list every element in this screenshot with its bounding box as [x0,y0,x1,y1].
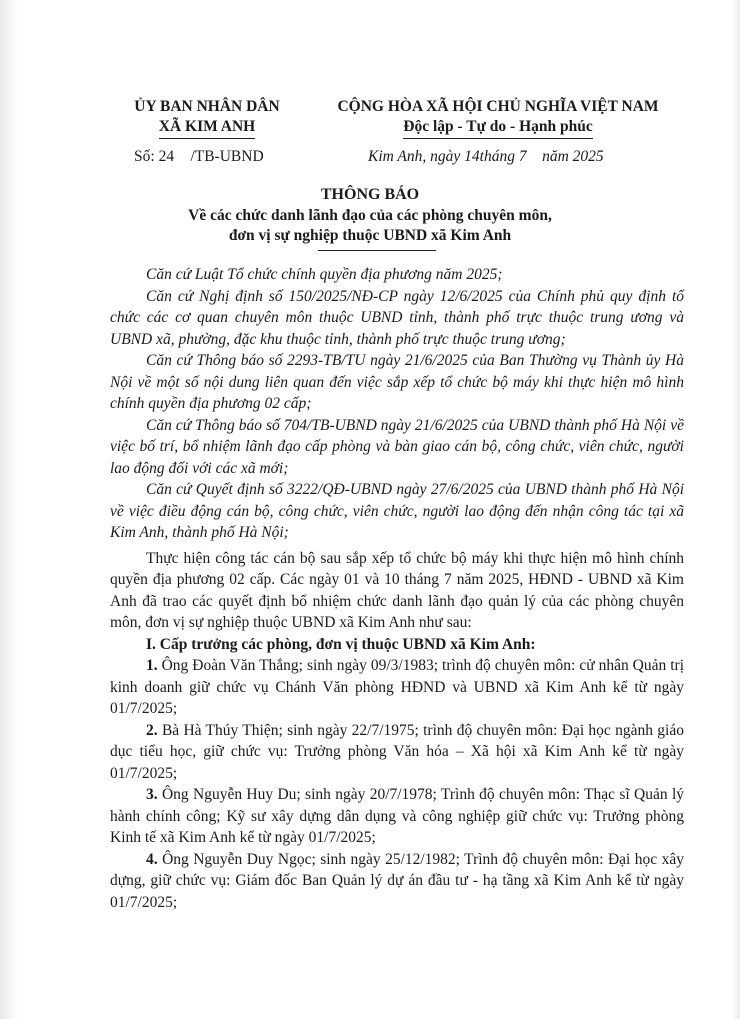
day-value: 14 [464,148,480,165]
document-number [134,148,264,166]
doc-title: THÔNG BÁO [320,186,420,203]
intro-paragraph: Thực hiện công tác cán bộ sau sắp xếp tổ chức bộ máy khi thực hiện mô hình chính quyền địa phương 02 cấp. Các ngày 01 và 10 tháng 7 năm 2025, HĐND - UBND xã Kim Anh đã trao các quyết định bổ nhiệm chức danh lãnh đạo quản lý của các phòng chuyên môn, đơn vị sự nghiệp thuộc UBND xã Kim Anh như sau: [110,549,684,631]
list-item [110,720,684,785]
list-item [110,655,684,720]
place-day-label: Kim Anh, ngày [368,148,461,165]
legal-basis-4: Căn cứ Thông báo số 704/TB-UBND ngày 21/6/2025 của UBND thành phố Hà Nội về việc bố trí, bổ nhiệm lãnh đạo cấp phòng và bàn giao cán bộ, công chức, viên chức, người lao động đối với các xã mới; [110,416,684,477]
item-number: 2. [146,721,158,739]
doc-subtitle-line-2: đơn vị sự nghiệp thuộc UBND xã Kim Anh [228,227,512,244]
title-underline [318,250,436,251]
list-item [110,849,684,914]
list-item [110,784,684,849]
legal-basis-1: Căn cứ Luật Tổ chức chính quyền địa phương năm 2025; [146,266,503,283]
issuing-authority [112,97,302,139]
month-value: 7 [518,148,527,165]
authority-line-1: ỦY BAN NHÂN DÂN [134,98,280,115]
legal-basis-3: Căn cứ Thông báo số 2293-TB/TU ngày 21/6/2025 của Ban Thường vụ Thành ủy Hà Nội về một số nội dung liên quan đến việc sắp xếp tổ chức bộ máy khi thực hiện mô hình chính quyền địa phương 02 cấp; [110,352,684,412]
page-shadow-right [732,0,740,1019]
year-label: năm 2025 [542,148,604,165]
page-shadow-left [0,0,18,1019]
doc-number-value: 24 [158,148,175,165]
item-text: Ông Nguyễn Duy Ngọc; sinh ngày 25/12/1982; Trình độ chuyên môn: Đại học xây dựng, giữ chức vụ: Giám đốc Ban Quản lý dự án đầu tư - hạ tầng xã Kim Anh kể từ ngày 01/7/2025; [110,850,684,911]
item-text: Ông Đoàn Văn Thắng; sinh ngày 09/3/1983; trình độ chuyên môn: cử nhân Quản trị kinh doanh giữ chức vụ Chánh Văn phòng HĐND và UBND xã Kim Anh kể từ ngày 01/7/2025; [110,657,684,717]
item-text: Bà Hà Thúy Thiện; sinh ngày 22/7/1975; trình độ chuyên môn: Đại học ngành giáo dục tiểu học, giữ chức vụ: Trưởng phòng Văn hóa – Xã hội xã Kim Anh kể từ ngày 01/7/2025; [110,721,684,782]
doc-number-suffix: /TB-UBND [190,148,264,165]
item-number: 1. [146,657,158,674]
authority-line-2: XÃ KIM ANH [159,117,255,139]
motto: Độc lập - Tự do - Hạnh phúc [403,117,592,139]
place-date-line [368,148,604,166]
month-label: tháng [479,148,515,165]
legal-basis-5: Căn cứ Quyết định số 3222/QĐ-UBND ngày 27/6/2025 của UBND thành phố Hà Nội về việc điều động cán bộ, công chức, viên chức, người lao động đến nhận công tác tại xã Kim Anh, thành phố Hà Nội; [110,481,684,541]
legal-basis-2: Căn cứ Nghị định số 150/2025/NĐ-CP ngày 12/6/2025 của Chính phủ quy định tổ chức các cơ quan chuyên môn thuộc UBND tỉnh, thành phố trực thuộc trung ương và UBND xã, phường, đặc khu thuộc tỉnh, thành phố trực thuộc trung ương; [110,287,684,348]
doc-number-prefix: Số: [134,148,155,165]
item-number: 3. [146,786,158,803]
item-number: 4. [146,850,158,868]
national-motto [318,97,678,139]
document-body [110,264,684,913]
nation-name: CỘNG HÒA XÃ HỘI CHỦ NGHĨA VIỆT NAM [337,98,659,115]
item-text: Ông Nguyễn Huy Du; sinh ngày 20/7/1978; Trình độ chuyên môn: Thạc sĩ Quản lý hành chính công; Kỹ sư xây dựng dân dụng và công nghiệp giữ chức vụ: Trưởng phòng Kinh tế xã Kim Anh kể từ ngày 01/7/2025; [110,786,684,846]
section-heading-1: I. Cấp trưởng các phòng, đơn vị thuộc UBND xã Kim Anh: [146,635,536,653]
doc-subtitle-line-1: Về các chức danh lãnh đạo của các phòng chuyên môn, [188,207,552,224]
